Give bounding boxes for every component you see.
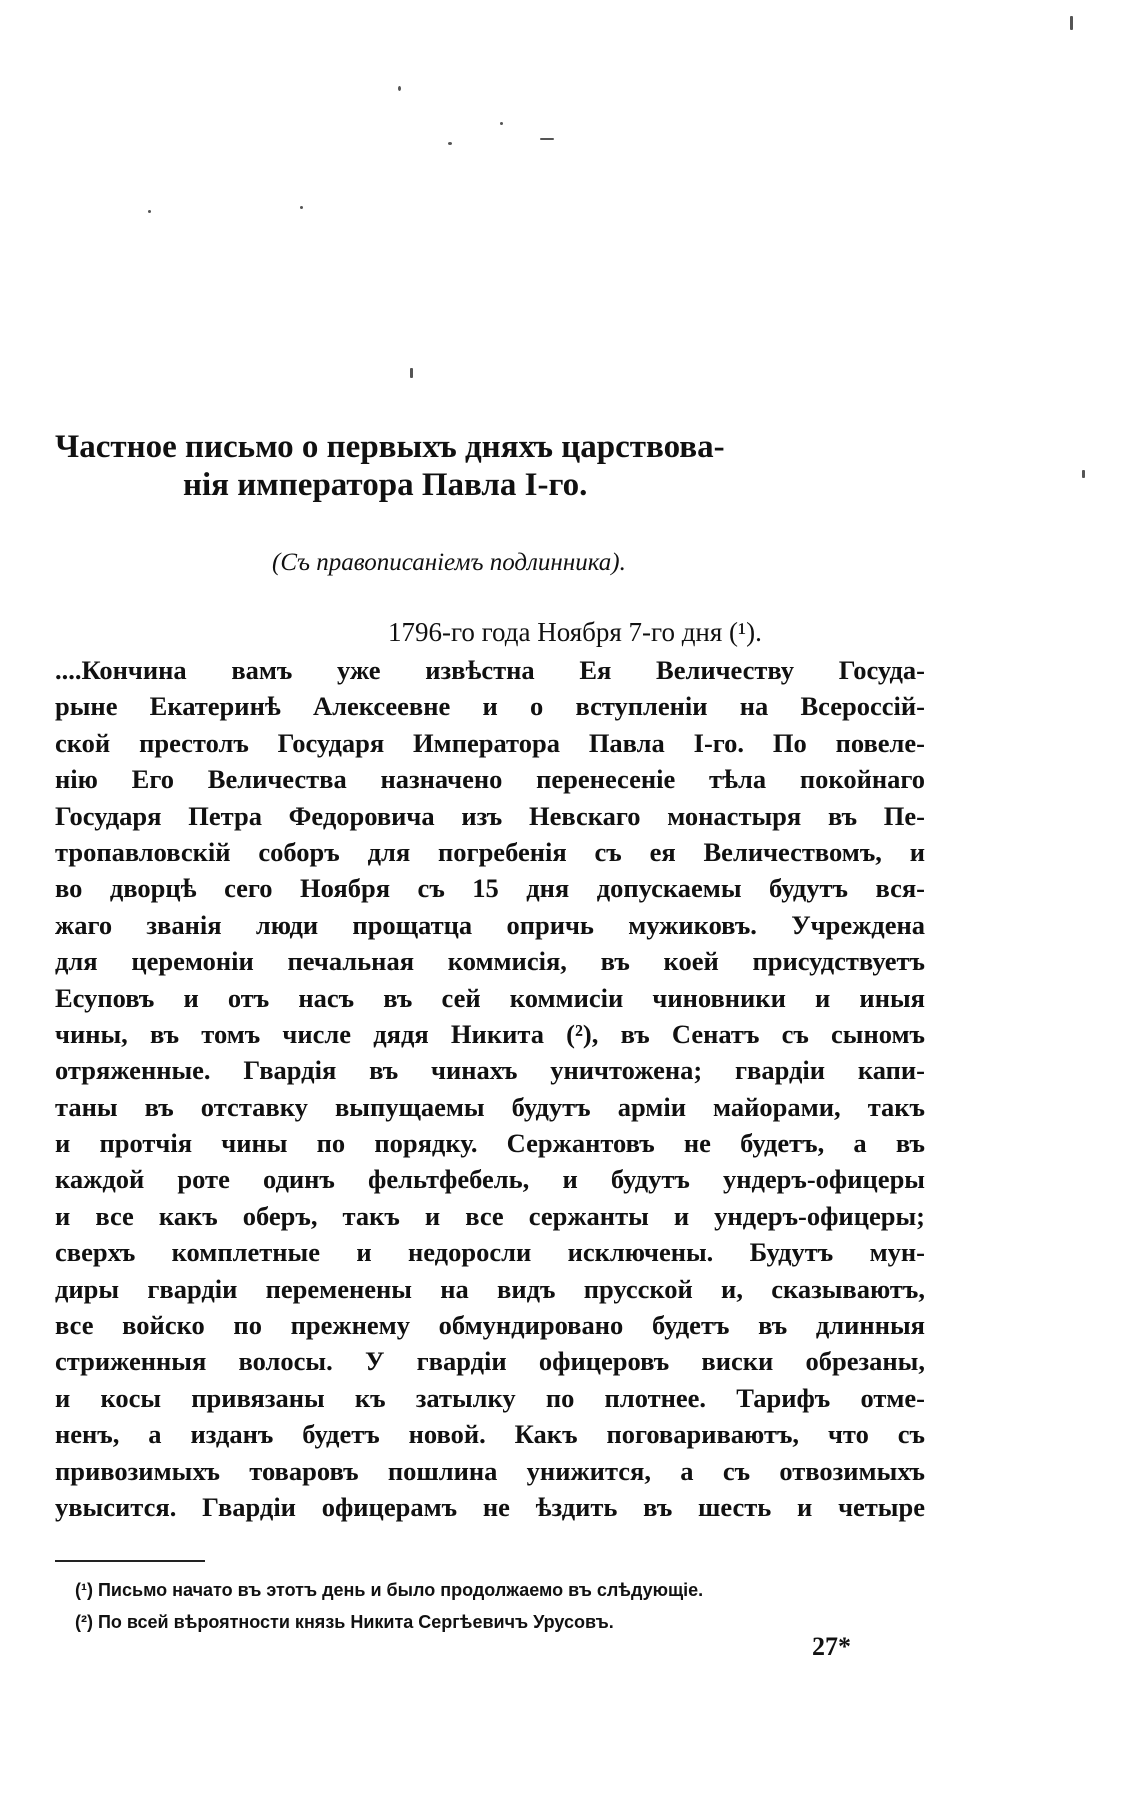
scan-speck — [410, 368, 413, 378]
body-line: Есуповъ и отъ насъ въ сей коммисіи чиновники и иныя — [55, 982, 925, 1013]
body-line: и протчія чины по порядку. Сержантовъ не будетъ, а въ — [55, 1128, 925, 1159]
scan-speck — [148, 210, 151, 213]
subtitle-orthography-note: (Съ правописаніемъ подлинника). — [272, 549, 626, 576]
body-line: Государя Петра Федоровича изъ Невскаго монастыря въ Пе- — [55, 800, 925, 831]
body-line: во дворцѣ сего Ноября съ 15 дня допускаемы будутъ вся- — [55, 873, 925, 904]
footnote-1: (¹) Письмо начато въ этотъ день и было продолжаемо въ слѣдующіе. — [75, 1580, 704, 1600]
letter-title — [55, 428, 935, 504]
footnotes — [75, 1574, 895, 1638]
body-line: увысится. Гвардіи офицерамъ не ѣздить въ шесть и четыре — [55, 1491, 925, 1522]
body-line: каждой роте одинъ фельтфебель, и будутъ ундеръ-офицеры — [55, 1164, 925, 1195]
body-line: ненъ, а изданъ будетъ новой. Какъ поговариваютъ, что съ — [55, 1419, 925, 1450]
body-line: стриженныя волосы. У гвардіи офицеровъ виски обрезаны, — [55, 1346, 925, 1377]
footnote-2: (²) По всей вѣроятности князь Никита Сергѣевичъ Урусовъ. — [75, 1612, 614, 1632]
body-line: для церемоніи печальная коммисія, въ коей присудствуетъ — [55, 946, 925, 977]
scan-speck — [448, 142, 452, 145]
body-line: все войско по прежнему обмундировано будетъ въ длинныя — [55, 1310, 925, 1341]
scan-speck — [300, 206, 303, 209]
body-line: сверхъ комплетные и недоросли исключены. Будутъ мун- — [55, 1237, 925, 1268]
scan-speck — [540, 138, 554, 140]
scan-speck — [500, 122, 503, 125]
body-line: тропавловскій соборъ для погребенія съ ея Величествомъ, и — [55, 836, 925, 867]
body-line: и косы привязаны къ затылку по плотнее. Тарифъ отме- — [55, 1382, 925, 1413]
body-line: привозимыхъ товаровъ пошлина унижится, а съ отвозимыхъ — [55, 1455, 925, 1486]
scan-speck — [1082, 470, 1085, 478]
body-line: ....Кончина вамъ уже извѣстна Ея Величеству Госуда- — [55, 655, 925, 685]
body-line: таны въ отставку выпущаемы будутъ арміи майорами, такъ — [55, 1091, 925, 1122]
body-line: рыне Екатеринѣ Алексеевне и о вступленіи на Всероссій- — [55, 691, 925, 722]
title-line-2: нія императора Павла I-го. — [183, 467, 588, 503]
letter-body — [55, 652, 925, 1525]
body-line: нію Его Величества назначено перенесеніе тѣла покойнаго — [55, 764, 925, 795]
scan-speck — [1070, 16, 1073, 30]
footnote-divider — [55, 1560, 205, 1562]
title-line-1: Частное письмо о первыхъ дняхъ царствова- — [55, 429, 725, 465]
scan-speck — [398, 86, 401, 91]
page-number: 27* — [812, 1632, 851, 1661]
body-line: чины, въ томъ числе дядя Никита (²), въ Сенатъ съ сыномъ — [55, 1018, 925, 1049]
body-line: диры гвардіи переменены на видъ прусской и, сказываютъ, — [55, 1273, 925, 1304]
body-line: жаго званія люди прощатца опричь мужиковъ. Учреждена — [55, 909, 925, 940]
letter-dateline: 1796-го года Ноября 7-го дня (¹). — [388, 617, 762, 647]
body-line: и все какъ оберъ, такъ и все сержанты и ундеръ-офицеры; — [55, 1200, 925, 1231]
body-line: отряженные. Гвардія въ чинахъ уничтожена; гвардіи капи- — [55, 1055, 925, 1086]
body-line: ской престолъ Государя Императора Павла I-го. По повеле- — [55, 727, 925, 758]
